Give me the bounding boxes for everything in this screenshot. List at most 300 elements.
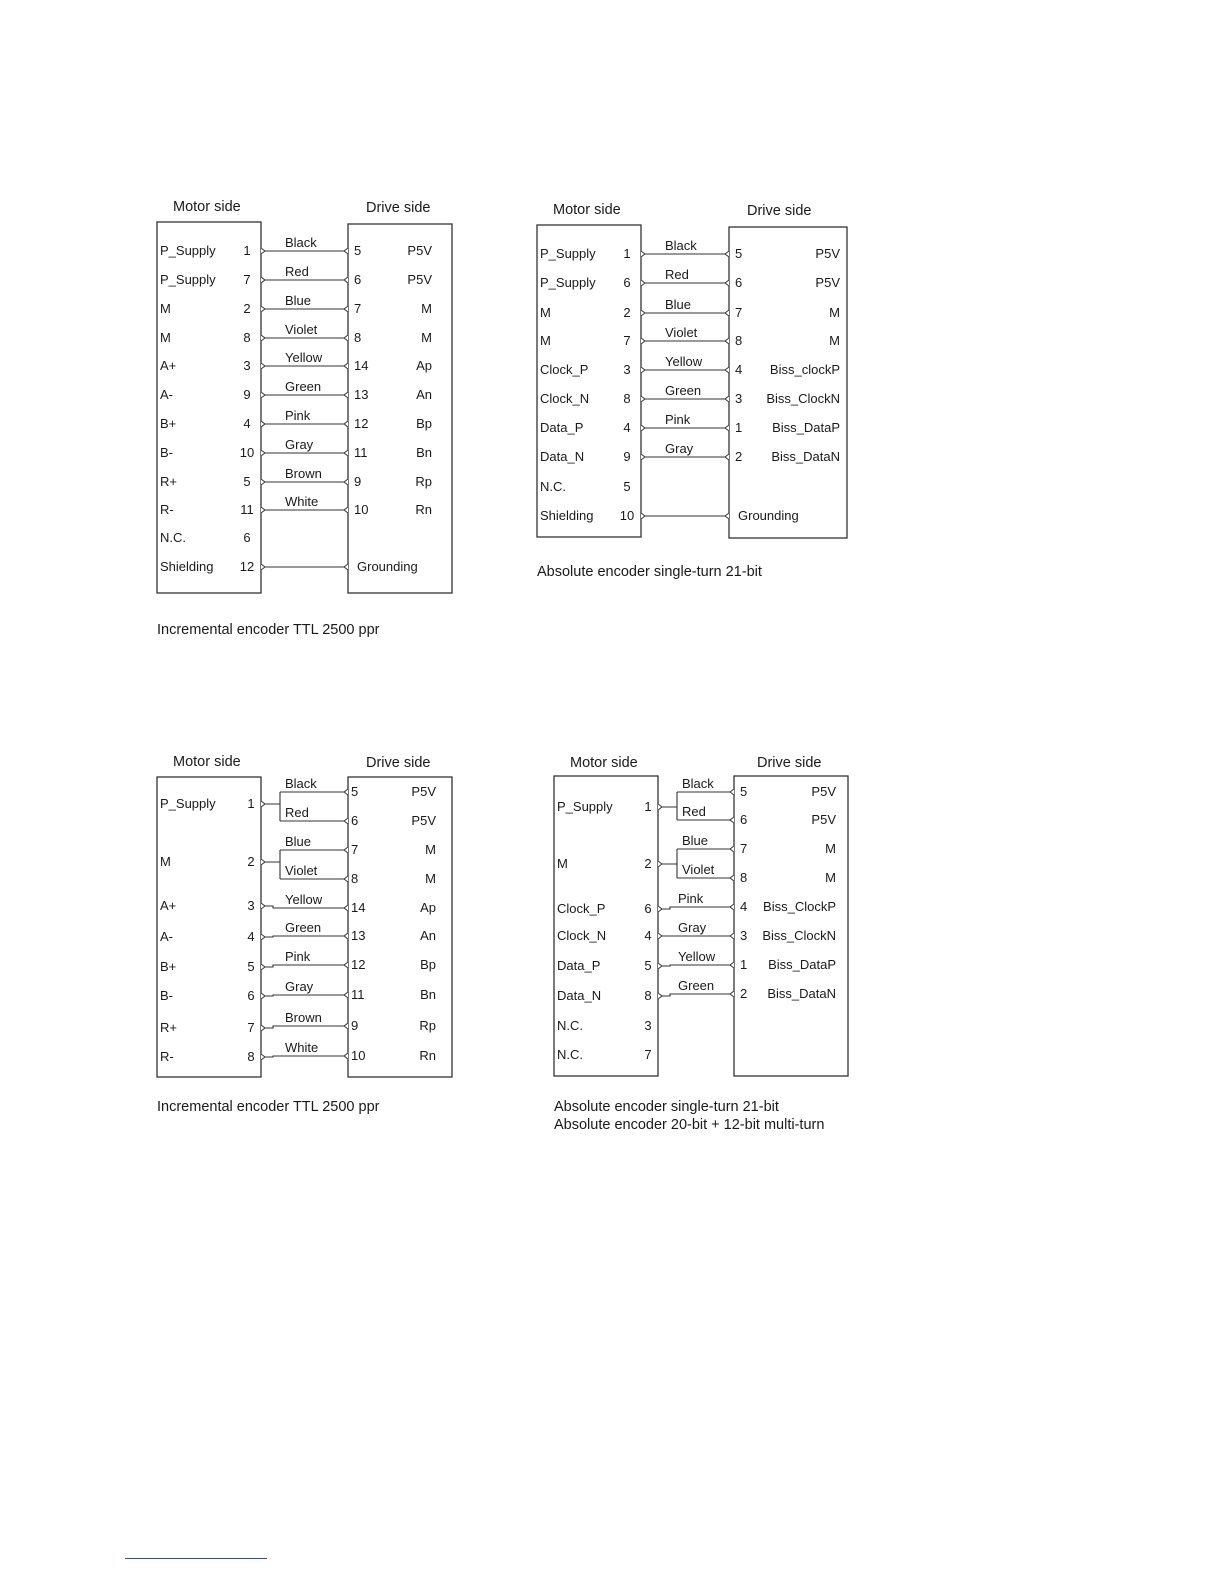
- drive-pin-number: 8: [354, 330, 362, 345]
- pin-row: [540, 441, 840, 464]
- drive-signal-label: Biss_ClockP: [763, 899, 836, 914]
- pin-row: [160, 466, 432, 489]
- motor-signal-label: Data_N: [540, 449, 585, 464]
- motor-terminal-icon: [658, 861, 662, 867]
- motor-pin-number: 7: [623, 333, 631, 348]
- drive-pin-number: 5: [735, 246, 743, 261]
- pin-row: [160, 408, 432, 431]
- pin-row: [557, 978, 836, 1003]
- drive-terminal-icon: [344, 335, 348, 341]
- pin-row: [540, 508, 799, 523]
- drive-signal-label: Rn: [415, 502, 432, 517]
- diagram-caption: Incremental encoder TTL 2500 ppr: [157, 622, 380, 638]
- pin-row: [557, 1047, 652, 1062]
- wiring-diagram-incremental-ttl-2: [157, 754, 452, 1115]
- motor-side-label: Motor side: [553, 202, 621, 218]
- drive-side-label: Drive side: [757, 755, 822, 771]
- drive-pin-number: 13: [351, 928, 366, 943]
- drive-pin-number: 14: [354, 358, 369, 373]
- motor-terminal-icon: [641, 454, 645, 460]
- motor-pin-number: 7: [243, 272, 251, 287]
- motor-terminal-icon: [261, 934, 265, 940]
- drive-signal-label: Biss_ClockN: [766, 391, 840, 406]
- wire-line: [662, 994, 730, 996]
- drive-signal-label: Grounding: [738, 508, 799, 523]
- drive-terminal-icon: [725, 513, 729, 519]
- motor-side-label: Motor side: [173, 199, 241, 215]
- motor-pin-number: 3: [247, 898, 255, 913]
- wire-color-label: Yellow: [285, 350, 323, 365]
- drive-signal-label: P5V: [815, 246, 840, 261]
- drive-terminal-icon: [344, 564, 348, 570]
- motor-terminal-icon: [641, 425, 645, 431]
- motor-signal-label: M: [540, 333, 551, 348]
- drive-signal-label: P5V: [815, 275, 840, 290]
- motor-pin-number: 1: [644, 799, 652, 814]
- motor-signal-label: B+: [160, 959, 177, 974]
- drive-signal-label: P5V: [411, 784, 436, 799]
- drive-terminal-icon: [725, 367, 729, 373]
- drive-signal-label: M: [825, 841, 836, 856]
- motor-pin-number: 6: [644, 901, 652, 916]
- pin-row: [682, 862, 836, 885]
- motor-terminal-icon: [641, 310, 645, 316]
- pin-row: [160, 235, 432, 258]
- pin-row: [160, 979, 436, 1003]
- motor-signal-label: B-: [160, 988, 173, 1003]
- diagram-caption: Absolute encoder single-turn 21-bit: [554, 1099, 779, 1115]
- drive-pin-number: 6: [740, 812, 748, 827]
- wire-color-label: Red: [665, 267, 689, 282]
- pin-row: [160, 494, 432, 517]
- pin-row: [160, 530, 251, 545]
- wire-color-label: Gray: [665, 441, 694, 456]
- drive-terminal-icon: [730, 991, 734, 997]
- wiring-diagram-incremental-ttl-1: [157, 199, 452, 638]
- motor-signal-label: Shielding: [160, 559, 214, 574]
- motor-pin-number: 2: [247, 854, 255, 869]
- drive-pin-number: 6: [735, 275, 743, 290]
- diagram-caption: Incremental encoder TTL 2500 ppr: [157, 1099, 380, 1115]
- drive-terminal-icon: [725, 310, 729, 316]
- drive-terminal-icon: [344, 992, 348, 998]
- drive-pin-number: 14: [351, 900, 366, 915]
- motor-signal-label: Data_P: [540, 420, 584, 435]
- drive-terminal-icon: [725, 280, 729, 286]
- wire-color-label: Red: [682, 804, 706, 819]
- drive-terminal-icon: [725, 425, 729, 431]
- motor-terminal-icon: [261, 363, 265, 369]
- motor-terminal-icon: [658, 906, 662, 912]
- drive-side-label: Drive side: [747, 203, 812, 219]
- motor-terminal-icon: [641, 367, 645, 373]
- drive-pin-number: 7: [351, 842, 359, 857]
- wire-color-label: Pink: [665, 412, 691, 427]
- motor-terminal-icon: [261, 859, 265, 865]
- drive-terminal-icon: [730, 846, 734, 852]
- drive-pin-number: 11: [354, 445, 368, 460]
- drive-side-label: Drive side: [366, 200, 431, 216]
- motor-signal-label: M: [160, 301, 171, 316]
- drive-signal-label: Bn: [416, 445, 432, 460]
- pin-row: [540, 238, 840, 261]
- drive-signal-label: Ap: [420, 900, 436, 915]
- motor-side-label: Motor side: [570, 755, 638, 771]
- motor-pin-number: 10: [239, 445, 255, 460]
- motor-signal-label: Clock_N: [540, 391, 590, 406]
- wire-color-label: Black: [285, 776, 317, 791]
- motor-signal-label: P_Supply: [557, 799, 613, 814]
- drive-pin-number: 10: [351, 1048, 366, 1063]
- wire-color-label: Green: [665, 383, 702, 398]
- wire-color-label: Green: [678, 978, 715, 993]
- pin-row: [557, 1018, 652, 1033]
- drive-terminal-icon: [344, 392, 348, 398]
- drive-terminal-icon: [344, 933, 348, 939]
- motor-signal-label: M: [540, 305, 551, 320]
- drive-terminal-icon: [725, 251, 729, 257]
- footnote-rule: [125, 1558, 267, 1559]
- drive-pin-number: 1: [740, 957, 748, 972]
- pin-row: [160, 1040, 436, 1064]
- wire-color-label: Black: [682, 776, 714, 791]
- pin-row: [557, 949, 836, 973]
- motor-signal-label: B-: [160, 445, 173, 460]
- drive-pin-number: 7: [740, 841, 748, 856]
- drive-pin-number: 8: [351, 871, 359, 886]
- drive-terminal-icon: [730, 789, 734, 795]
- motor-pin-number: 1: [243, 243, 251, 258]
- wire-color-label: Violet: [285, 322, 318, 337]
- wire-color-label: Pink: [285, 408, 311, 423]
- wire-color-label: Blue: [665, 297, 692, 312]
- wire-color-label: Blue: [285, 293, 312, 308]
- motor-signal-label: P_Supply: [540, 246, 596, 261]
- drive-signal-label: Bp: [416, 416, 432, 431]
- motor-terminal-icon: [261, 479, 265, 485]
- wire-color-label: Yellow: [665, 354, 703, 369]
- drive-signal-label: Rn: [419, 1048, 436, 1063]
- drive-terminal-icon: [730, 875, 734, 881]
- motor-pin-number: 9: [623, 449, 631, 464]
- pin-row: [285, 863, 436, 886]
- drive-signal-label: M: [829, 333, 840, 348]
- motor-pin-number: 12: [239, 559, 255, 574]
- drive-terminal-icon: [725, 338, 729, 344]
- motor-signal-label: N.C.: [540, 479, 566, 494]
- wiring-diagram-absolute-multiturn-2: [554, 755, 848, 1133]
- wire-color-label: Gray: [678, 920, 707, 935]
- drive-terminal-icon: [344, 248, 348, 254]
- drive-terminal-icon: [344, 962, 348, 968]
- drive-terminal-icon: [344, 421, 348, 427]
- drive-pin-number: 4: [735, 362, 743, 377]
- drive-signal-label: M: [425, 871, 436, 886]
- wire-color-label: Violet: [682, 862, 715, 877]
- drive-terminal-icon: [344, 905, 348, 911]
- motor-pin-number: 4: [644, 928, 652, 943]
- wire-color-label: White: [285, 494, 319, 509]
- drive-signal-label: Biss_clockP: [769, 362, 840, 377]
- pin-row: [557, 891, 836, 916]
- motor-signal-label: R+: [160, 474, 177, 489]
- motor-terminal-icon: [261, 248, 265, 254]
- drive-signal-label: Rp: [419, 1018, 436, 1033]
- drive-signal-label: Biss_DataN: [771, 449, 840, 464]
- motor-pin-number: 1: [247, 796, 255, 811]
- drive-signal-label: M: [829, 305, 840, 320]
- drive-terminal-icon: [344, 1023, 348, 1029]
- drive-pin-number: 5: [740, 784, 748, 799]
- pin-row: [160, 559, 418, 574]
- motor-pin-number: 4: [243, 416, 251, 431]
- drive-terminal-icon: [730, 962, 734, 968]
- wire-color-label: Blue: [285, 834, 312, 849]
- motor-pin-number: 5: [623, 479, 631, 494]
- motor-terminal-icon: [261, 564, 265, 570]
- pin-row: [160, 293, 432, 316]
- drive-signal-label: P5V: [811, 812, 836, 827]
- drive-pin-number: 6: [354, 272, 362, 287]
- motor-terminal-icon: [261, 392, 265, 398]
- wire-line: [265, 936, 344, 937]
- wire-color-label: Red: [285, 805, 309, 820]
- drive-terminal-icon: [344, 507, 348, 513]
- motor-pin-number: 11: [240, 502, 254, 517]
- drive-terminal-icon: [344, 479, 348, 485]
- motor-terminal-icon: [261, 306, 265, 312]
- wire-color-label: Violet: [665, 325, 698, 340]
- motor-terminal-icon: [261, 450, 265, 456]
- drive-pin-number: 8: [740, 870, 748, 885]
- drive-pin-number: 5: [351, 784, 359, 799]
- motor-terminal-icon: [658, 804, 662, 810]
- motor-pin-number: 5: [644, 958, 652, 973]
- diagram-caption: Absolute encoder single-turn 21-bit: [537, 564, 762, 580]
- drive-pin-number: 3: [735, 391, 743, 406]
- pin-row: [540, 479, 631, 494]
- motor-pin-number: 2: [644, 856, 652, 871]
- motor-signal-label: A-: [160, 387, 173, 402]
- drive-terminal-icon: [730, 933, 734, 939]
- motor-pin-number: 6: [623, 275, 631, 290]
- motor-signal-label: M: [557, 856, 568, 871]
- drive-signal-label: M: [425, 842, 436, 857]
- drive-pin-number: 3: [740, 928, 748, 943]
- wire-color-label: Pink: [678, 891, 704, 906]
- motor-pin-number: 8: [247, 1049, 255, 1064]
- motor-pin-number: 3: [623, 362, 631, 377]
- drive-terminal-icon: [344, 450, 348, 456]
- drive-terminal-icon: [344, 847, 348, 853]
- motor-signal-label: N.C.: [557, 1018, 583, 1033]
- wire-color-label: Violet: [285, 863, 318, 878]
- motor-signal-label: B+: [160, 416, 177, 431]
- motor-terminal-icon: [261, 964, 265, 970]
- pin-row: [540, 412, 840, 435]
- motor-terminal-icon: [658, 933, 662, 939]
- wire-color-label: Blue: [682, 833, 709, 848]
- drive-pin-number: 2: [735, 449, 743, 464]
- wire-color-label: Gray: [285, 979, 314, 994]
- motor-terminal-icon: [261, 1054, 265, 1060]
- drive-signal-label: M: [421, 330, 432, 345]
- drive-signal-label: Ap: [416, 358, 432, 373]
- motor-signal-label: R-: [160, 1049, 174, 1064]
- motor-signal-label: Clock_P: [540, 362, 589, 377]
- motor-pin-number: 1: [623, 246, 631, 261]
- drive-terminal-icon: [344, 277, 348, 283]
- diagram-caption: Absolute encoder 20-bit + 12-bit multi-turn: [554, 1117, 825, 1133]
- wire-color-label: Black: [285, 235, 317, 250]
- wiring-diagram-absolute-21bit-1: [537, 202, 847, 580]
- motor-terminal-icon: [261, 421, 265, 427]
- drive-signal-label: Bn: [420, 987, 436, 1002]
- wire-line: [265, 1026, 344, 1028]
- motor-pin-number: 3: [644, 1018, 652, 1033]
- pin-row: [557, 920, 836, 943]
- pin-row: [540, 383, 840, 406]
- motor-pin-number: 2: [243, 301, 251, 316]
- drive-signal-label: Grounding: [357, 559, 418, 574]
- motor-signal-label: A+: [160, 898, 177, 913]
- drive-terminal-icon: [344, 1053, 348, 1059]
- motor-terminal-icon: [261, 277, 265, 283]
- motor-terminal-icon: [641, 338, 645, 344]
- drive-side-label: Drive side: [366, 755, 431, 771]
- motor-terminal-icon: [261, 507, 265, 513]
- drive-signal-label: Biss_DataP: [768, 957, 836, 972]
- wire-color-label: Brown: [285, 466, 322, 481]
- drive-pin-number: 7: [735, 305, 743, 320]
- drive-terminal-icon: [725, 396, 729, 402]
- drive-pin-number: 7: [354, 301, 362, 316]
- pin-row: [540, 267, 840, 290]
- motor-pin-number: 8: [644, 988, 652, 1003]
- motor-pin-number: 4: [623, 420, 631, 435]
- motor-signal-label: Data_P: [557, 958, 601, 973]
- drive-side-connector-box: [348, 224, 452, 593]
- drive-pin-number: 12: [351, 957, 366, 972]
- wire-color-label: Pink: [285, 949, 311, 964]
- pin-row: [540, 325, 840, 348]
- pin-row: [160, 379, 432, 402]
- drive-side-connector-box: [348, 777, 452, 1077]
- drive-signal-label: Bp: [420, 957, 436, 972]
- motor-signal-label: A+: [160, 358, 177, 373]
- drive-signal-label: P5V: [411, 813, 436, 828]
- drive-signal-label: An: [416, 387, 432, 402]
- drive-pin-number: 8: [735, 333, 743, 348]
- pin-row: [682, 804, 836, 827]
- motor-signal-label: M: [160, 854, 171, 869]
- motor-terminal-icon: [261, 801, 265, 807]
- wire-line: [265, 1056, 344, 1057]
- motor-pin-number: 2: [623, 305, 631, 320]
- drive-terminal-icon: [730, 904, 734, 910]
- pin-row: [160, 437, 432, 460]
- drive-signal-label: P5V: [407, 243, 432, 258]
- motor-terminal-icon: [641, 280, 645, 286]
- wire-color-label: Yellow: [285, 892, 323, 907]
- motor-terminal-icon: [641, 251, 645, 257]
- wire-color-label: Green: [285, 379, 322, 394]
- drive-pin-number: 9: [351, 1018, 359, 1033]
- drive-terminal-icon: [730, 817, 734, 823]
- motor-signal-label: N.C.: [557, 1047, 583, 1062]
- drive-terminal-icon: [344, 876, 348, 882]
- motor-terminal-icon: [641, 513, 645, 519]
- drive-pin-number: 11: [351, 987, 365, 1002]
- wire-color-label: Brown: [285, 1010, 322, 1025]
- motor-terminal-icon: [261, 903, 265, 909]
- pin-row: [285, 805, 436, 828]
- wire-color-label: Green: [285, 920, 322, 935]
- motor-signal-label: P_Supply: [160, 272, 216, 287]
- pin-row: [160, 892, 436, 915]
- motor-terminal-icon: [261, 335, 265, 341]
- wire-color-label: Gray: [285, 437, 314, 452]
- motor-signal-label: P_Supply: [160, 243, 216, 258]
- drive-pin-number: 12: [354, 416, 369, 431]
- wire-color-label: Red: [285, 264, 309, 279]
- wire-line: [265, 995, 344, 996]
- drive-pin-number: 5: [354, 243, 362, 258]
- motor-terminal-icon: [658, 993, 662, 999]
- pin-row: [160, 350, 432, 373]
- drive-signal-label: M: [421, 301, 432, 316]
- wire-color-label: Black: [665, 238, 697, 253]
- motor-terminal-icon: [261, 993, 265, 999]
- drive-pin-number: 6: [351, 813, 359, 828]
- motor-side-label: Motor side: [173, 754, 241, 770]
- pin-row: [160, 949, 436, 974]
- drive-pin-number: 1: [735, 420, 743, 435]
- motor-pin-number: 3: [243, 358, 251, 373]
- pin-row: [160, 1010, 436, 1035]
- drive-signal-label: M: [825, 870, 836, 885]
- pin-row: [160, 322, 432, 345]
- drive-signal-label: P5V: [407, 272, 432, 287]
- motor-terminal-icon: [641, 396, 645, 402]
- drive-signal-label: P5V: [811, 784, 836, 799]
- motor-signal-label: P_Supply: [160, 796, 216, 811]
- drive-terminal-icon: [344, 818, 348, 824]
- drive-signal-label: Rp: [415, 474, 432, 489]
- drive-pin-number: 10: [354, 502, 369, 517]
- drive-pin-number: 9: [354, 474, 362, 489]
- motor-pin-number: 5: [247, 959, 255, 974]
- wire-line: [662, 965, 730, 966]
- wire-line: [265, 965, 344, 967]
- motor-pin-number: 10: [619, 508, 635, 523]
- motor-signal-label: Clock_N: [557, 928, 607, 943]
- motor-signal-label: M: [160, 330, 171, 345]
- motor-signal-label: R+: [160, 1020, 177, 1035]
- motor-pin-number: 7: [247, 1020, 255, 1035]
- motor-pin-number: 4: [247, 929, 255, 944]
- motor-signal-label: N.C.: [160, 530, 186, 545]
- motor-pin-number: 8: [623, 391, 631, 406]
- drive-signal-label: Biss_ClockN: [762, 928, 836, 943]
- drive-pin-number: 2: [740, 986, 748, 1001]
- wire-line: [662, 907, 730, 909]
- motor-terminal-icon: [658, 963, 662, 969]
- motor-pin-number: 8: [243, 330, 251, 345]
- wire-color-label: White: [285, 1040, 319, 1055]
- drive-signal-label: Biss_DataP: [772, 420, 840, 435]
- drive-terminal-icon: [725, 454, 729, 460]
